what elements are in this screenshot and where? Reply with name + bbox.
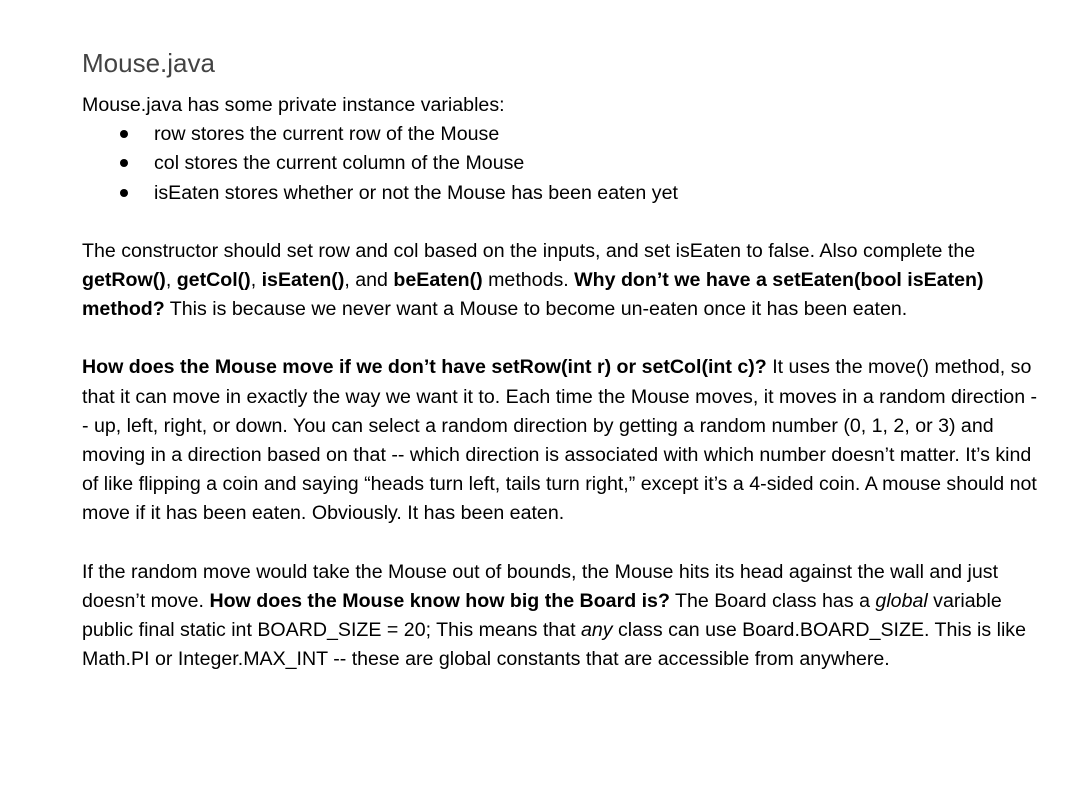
intro-text: Mouse.java has some private instance variables: [82, 94, 505, 116]
spacer [82, 529, 1042, 558]
bold-question: How does the Mouse move if we don’t have setRow(int r) or setCol(int c)? [82, 356, 767, 379]
constructor-paragraph [82, 237, 1042, 325]
bold-text: getRow() [82, 269, 166, 292]
list-item-text: col stores the current column of the Mouse [154, 152, 525, 175]
variable-list [82, 120, 1042, 208]
bold-question: How does the Mouse know how big the Board is? [209, 589, 670, 612]
text-run: , and [344, 269, 394, 292]
move-paragraph [82, 353, 1042, 528]
text-run: If the random move would take the Mouse out of bounds, the Mouse hits its head against the wall and just doesn’t move. [82, 560, 999, 612]
text-run: methods. [482, 269, 575, 292]
bounds-paragraph [82, 558, 1042, 675]
document-body [82, 44, 1042, 674]
spacer [82, 324, 1042, 353]
bullet-icon [120, 159, 128, 167]
text-run: , [250, 269, 262, 292]
text-run: This is because we never want a Mouse to become un-eaten once it has been eaten. [164, 298, 908, 321]
list-item [82, 120, 1042, 149]
bold-text: getCol() [176, 269, 251, 292]
italic-text: global [875, 589, 928, 612]
page-title: Mouse.java [82, 48, 215, 78]
text-run: The constructor should set row and col based on the inputs, and set isEaten to false. Also complete the [82, 239, 976, 262]
bullet-icon [120, 130, 128, 138]
bullet-icon [120, 189, 128, 197]
list-item-text: isEaten stores whether or not the Mouse has been eaten yet [154, 181, 678, 204]
text-run: class can use Board.BOARD_SIZE. This is like Math.PI or Integer.MAX_INT -- these are global constants that are accessible from anywhere. [82, 619, 1027, 671]
bold-question: Why don’t we have a setEaten(bool isEaten) method? [82, 269, 984, 321]
text-run: , [165, 269, 177, 292]
spacer [82, 208, 1042, 237]
bold-text: beEaten() [393, 269, 483, 292]
list-item [82, 179, 1042, 208]
bold-text: isEaten() [261, 269, 345, 292]
text-run: It uses the move() method, so that it can move in exactly the way we want it to. Each time the Mouse moves, it moves in a random direction -- up, left, right, or down. You can select a random direction by getting a random number (0, 1, 2, or 3) and moving in a direction based on that -- which direction is associated with which number doesn’t matter. It’s kind of like flipping a coin and saying “heads turn left, tails turn right,” except it’s a 4-sided coin. A mouse should not move if it has been eaten. Obviously. It has been eaten. [82, 356, 1038, 525]
text-run: The Board class has a [669, 589, 876, 612]
list-item-text: row stores the current row of the Mouse [154, 123, 500, 146]
text-run: variable public final static int BOARD_SIZE = 20; This means that [82, 589, 1002, 642]
italic-text: any [580, 619, 613, 642]
list-item [82, 149, 1042, 178]
